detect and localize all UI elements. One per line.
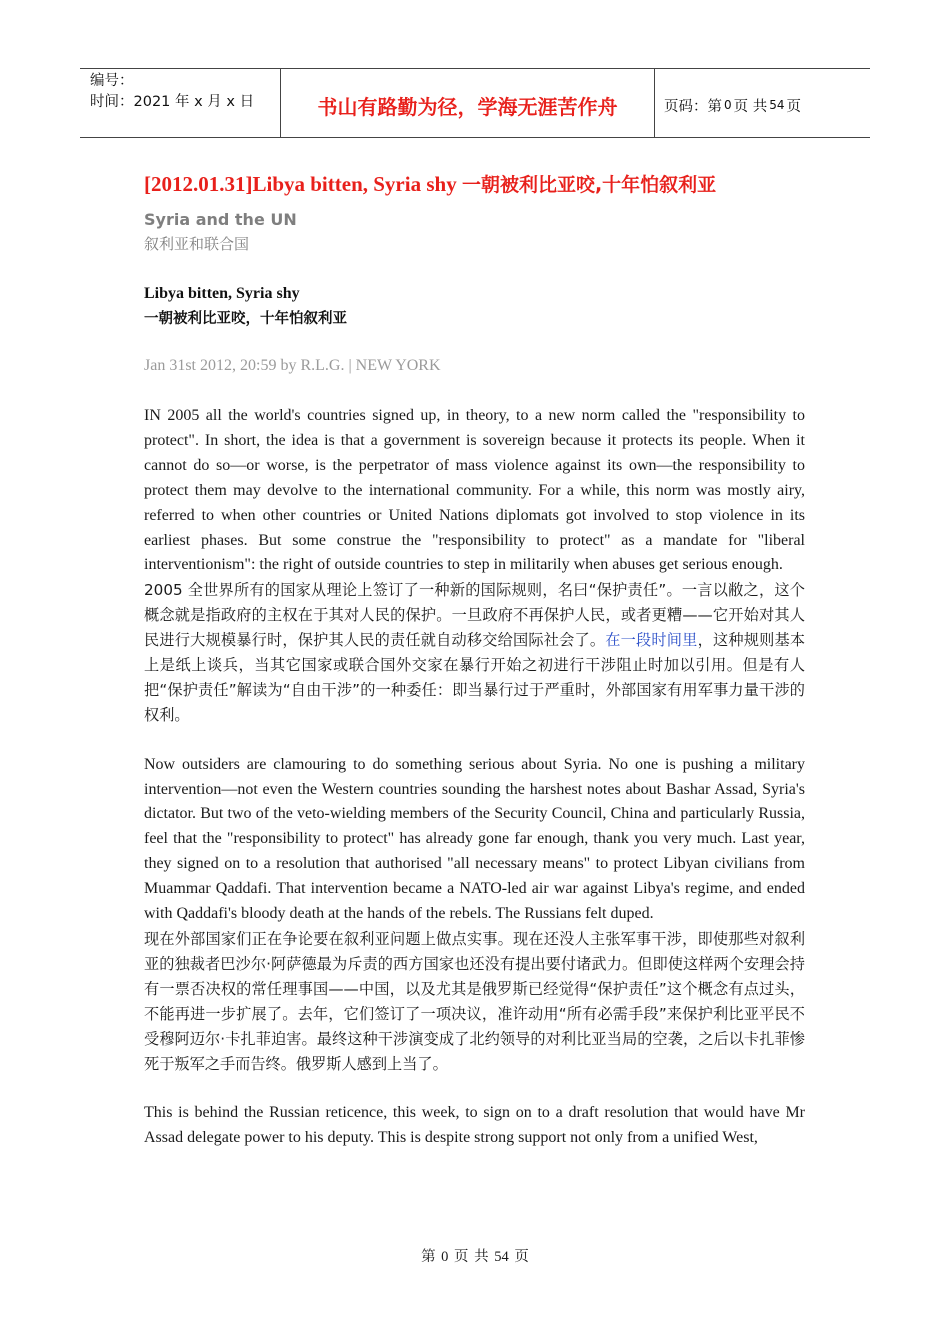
page-suffix: 页 — [786, 98, 802, 115]
header-page-info — [655, 69, 870, 137]
page-current: 0 — [724, 98, 732, 112]
page-total: 54 — [769, 98, 785, 112]
article — [144, 168, 805, 1151]
header-meta — [80, 69, 281, 137]
paragraph-2-zh: 现在外部国家们正在争论要在叙利亚问题上做点实事。现在还没人主张军事干涉，即使那些对叙利亚的独裁者巴沙尔·阿萨德最为斥责的西方国家也还没有提出要付诸武力。但即使这样两个安理会持有一票否决权的常任理事国——中国，以及尤其是俄罗斯已经觉得“保护责任”这个概念有点过头，不能再进一步扩展了。去年，它们签订了一项决议，准许动用“所有必需手段”来保护利比亚平民不受穆阿迈尔·卡扎菲迫害。最终这种干涉演变成了北约领导的对利比亚当局的空袭，之后以卡扎菲惨死于叛军之手而告终。俄罗斯人感到上当了。 — [144, 930, 805, 1073]
inline-link[interactable]: 在一段时间里 — [605, 631, 698, 650]
section-title-en: Syria and the UN — [144, 210, 297, 229]
page-footer: 第 0 页 共 54 页 — [421, 1249, 529, 1265]
paragraph-3-en: This is behind the Russian reticence, this week, to sign on to a draft resolution that would have Mr Assad delegate power to his deputy. This is despite strong support not only from a unified West, — [144, 1104, 805, 1147]
paragraph-spacer — [144, 728, 805, 753]
article-title — [144, 168, 805, 201]
paragraph-1-zh-part-a: 2005 全世界所有的国家从理论上签订了一种新的国际规则，名曰“保护责任”。一言以敝之，这个概念就是指政府的主权在于其对人民的保护。一旦政府不再保护人民，或者更糟——它开始对其人民进行大规模暴行时，保护其人民的责任就自动移交给国际社会了。 — [144, 581, 805, 650]
headline-en: Libya bitten, Syria shy — [144, 285, 300, 302]
paragraph-1-en: IN 2005 all the world's countries signed up, in theory, to a new norm called the "responsibility to protect". In short, the idea is that a government is sovereign because it protects its people. When it cannot do so—or worse, is the perpetrator of mass violence against its own—the responsibility to protect them may devolve to the international community. For a while, this norm was mostly airy, referred to when other countries or United Nations diplomats got involved to stop violence in its earliest phases. But some construe the "responsibility to protect" as a mandate for "liberal interventionism": the right of outside countries to step in militarily when abuses get serious enough. — [144, 407, 805, 574]
paragraph-1-zh — [144, 578, 805, 727]
page-prefix: 页码：第 — [664, 98, 722, 115]
paragraph-spacer — [144, 1076, 805, 1101]
page-header — [80, 68, 870, 138]
article-title-zh: 一朝被利比亚咬,十年怕叙利亚 — [461, 174, 717, 196]
date-line: 时间：2021 年 x 月 x 日 — [90, 94, 255, 110]
byline: Jan 31st 2012, 20:59 by R.L.G. | NEW YORK — [144, 357, 441, 374]
section-title-zh: 叙利亚和联合国 — [144, 235, 250, 253]
article-title-en: [2012.01.31]Libya bitten, Syria shy — [144, 172, 457, 196]
header-motto: 书山有路勤为径，学海无涯苦作舟 — [281, 69, 655, 137]
headline-zh: 一朝被利比亚咬，十年怕叙利亚 — [144, 311, 347, 327]
page-mid: 页 共 — [733, 98, 768, 115]
paragraph-1-zh-part-b: ，这种规则基本上是纸上谈兵，当其它国家或联合国外交家在暴行开始之初进行干涉阻止时加以引用。但是有人把“保护责任”解读为“自由干涉”的一种委任：即当暴行过于严重时，外部国家有用军事力量干涉的权利。 — [144, 631, 806, 724]
doc-number-label: 编号： — [90, 73, 134, 89]
paragraph-2-en: Now outsiders are clamouring to do something serious about Syria. No one is pushing a military intervention—not even the Western countries sounding the harshest notes about Bashar Assad, Syria's dictator. But two of the veto-wielding members of the Security Council, China and particularly Russia, feel that the "responsibility to protect" has already gone far enough, thank you very much. Last year, they signed on to a resolution that authorised "all necessary means" to protect Libyan civilians from Muammar Qaddafi. That intervention became a NATO-led air war against Libya's regime, and ended with Qaddafi's bloody death at the hands of the rebels. The Russians felt duped. — [144, 755, 805, 923]
